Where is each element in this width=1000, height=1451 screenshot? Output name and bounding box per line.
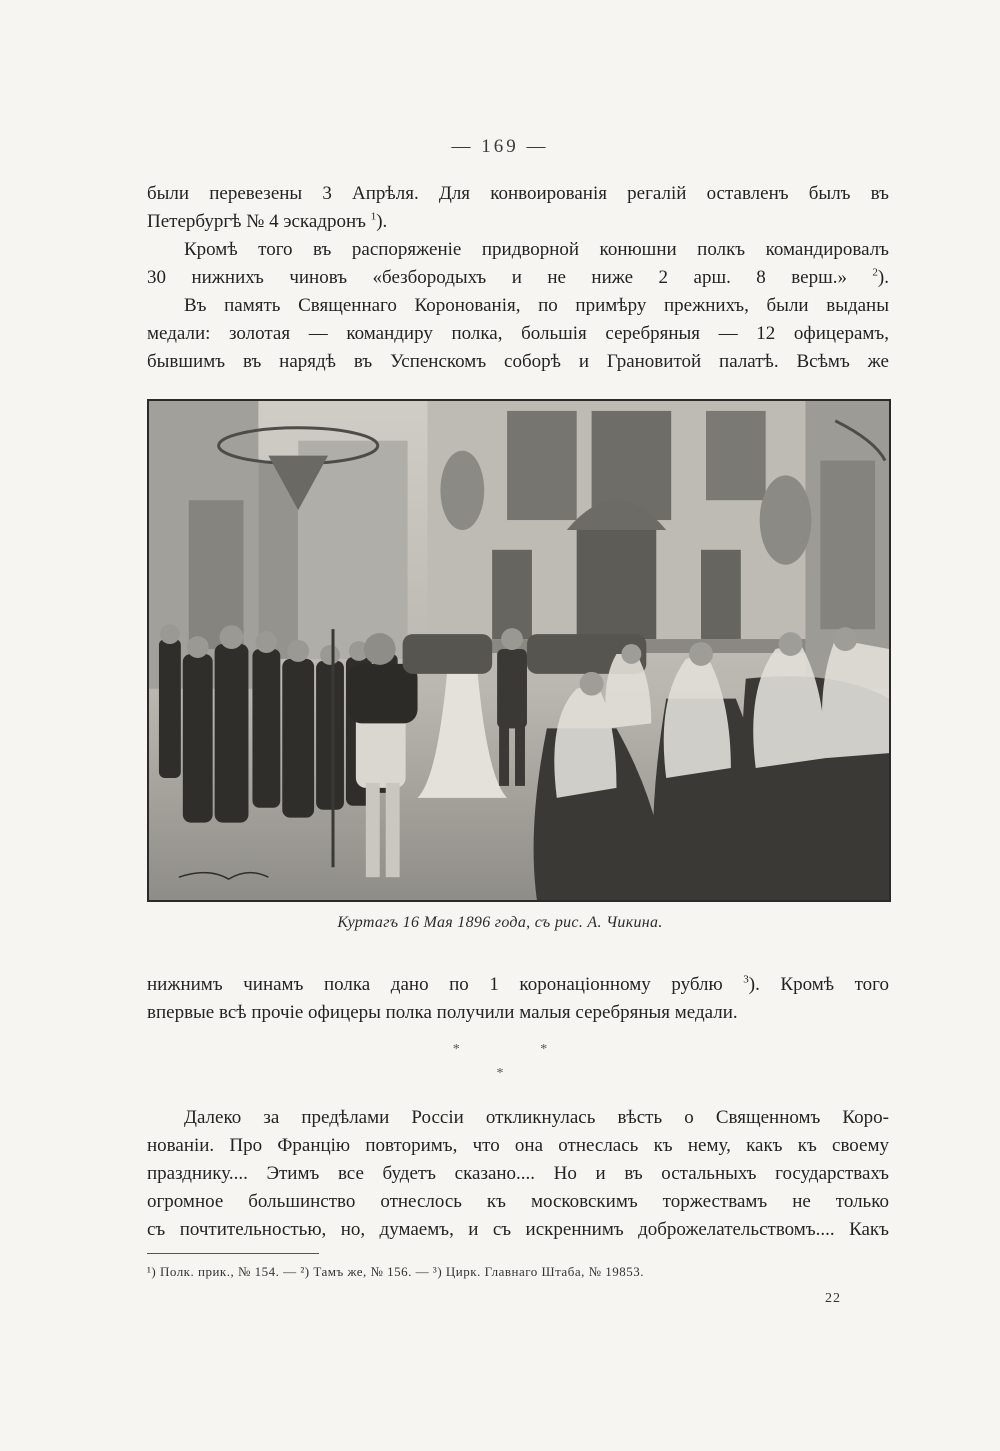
- text-line: Въ память Священнаго Коронованія, по примѣру прежнихъ, были выданы: [184, 295, 889, 316]
- paragraph-abroad: [147, 1104, 889, 1244]
- text-line: Далеко за предѣлами Россіи откликнулась вѣсть о Священномъ Коро-: [184, 1107, 889, 1128]
- paragraph-coronation-ruble: [147, 971, 889, 1027]
- text-line: съ почтительностью, но, думаемъ, и съ искреннимъ доброжелательствомъ.... Какъ: [147, 1219, 889, 1240]
- text-line: медали: золотая — командиру полка, большія серебряныя — 12 офицерамъ,: [147, 323, 889, 344]
- text-line: бывшимъ въ нарядѣ въ Успенскомъ соборѣ и Грановитой палатѣ. Всѣмъ же: [147, 351, 889, 372]
- text-line: Кромѣ того въ распоряженіе придворной конюшни полкъ командировалъ: [184, 239, 889, 260]
- footnote-ref: 3: [743, 973, 749, 986]
- section-asterism-top: * *: [452, 1042, 548, 1057]
- footnote-ref: 2: [872, 266, 878, 279]
- text-line: были перевезены 3 Апрѣля. Для конвоированія регалій оставленъ былъ въ: [147, 183, 889, 204]
- paragraph-medals: [147, 292, 889, 376]
- engraving-illustration: [147, 399, 891, 902]
- footnotes: ¹) Полк. прик., № 154. — ²) Тамъ же, № 156. — ³) Цирк. Главнаго Штаба, № 19853.: [147, 1264, 644, 1279]
- text-line: 30 нижнихъ чиновъ «безбородыхъ и не ниже 2 арш. 8 верш.» $^2$).: [147, 266, 889, 288]
- paragraph-stable: [147, 236, 889, 292]
- text-line: нижнимъ чинамъ полка дано по 1 коронаціонному рублю $^3$). Кромѣ того: [147, 973, 889, 995]
- illustration-caption: Куртагъ 16 Мая 1896 года, съ рис. А. Чикина.: [337, 914, 663, 931]
- text-line: празднику.... Этимъ все будетъ сказано.... Но и въ остальныхъ государствахъ: [147, 1163, 889, 1184]
- text-line: нованіи. Про Францію повторимъ, что она отнеслась къ нему, какъ къ своему: [147, 1135, 889, 1156]
- footnote-ref: 1: [370, 210, 377, 223]
- text-line: впервые всѣ прочіе офицеры полка получили малыя серебряныя медали.: [147, 1002, 738, 1023]
- paragraph-regalia: [147, 180, 889, 236]
- text-line: Петербургѣ № 4 эскадронъ $^1$).: [147, 210, 388, 232]
- footnote-divider: [147, 1253, 319, 1254]
- printer-signature-mark: 22: [825, 1291, 841, 1306]
- page-number: — 169 —: [451, 136, 549, 157]
- text-line: огромное большинство отнеслось къ московскимъ торжествамъ не только: [147, 1191, 889, 1212]
- section-asterism-bottom: *: [496, 1066, 504, 1081]
- ballroom-scene-image: [149, 401, 889, 900]
